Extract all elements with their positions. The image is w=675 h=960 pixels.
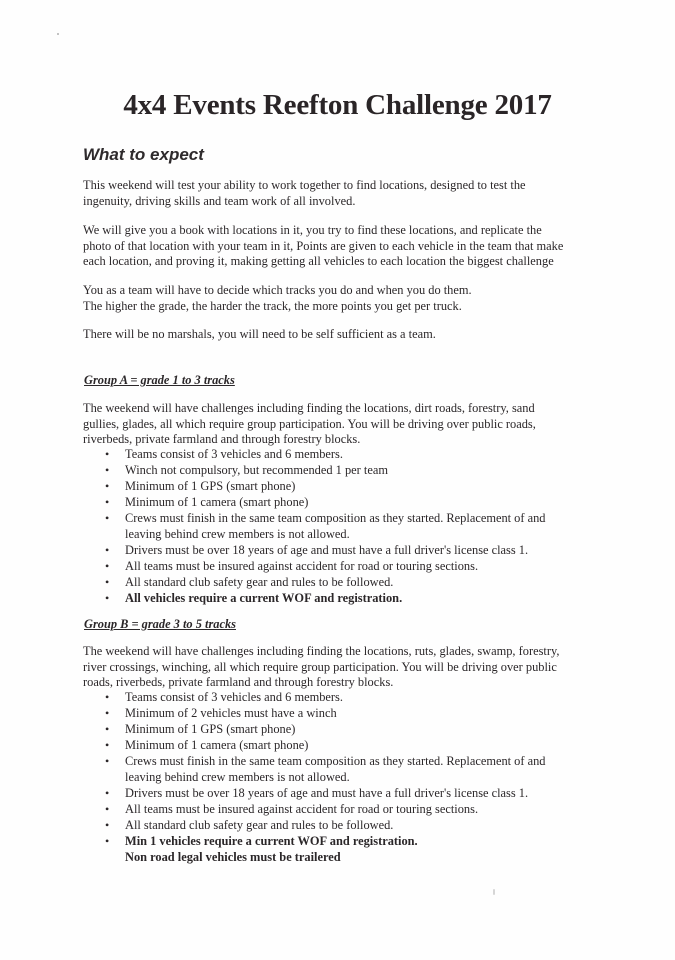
rule-item [83,722,603,738]
rule-item [83,591,603,607]
rule-text: Min 1 vehicles require a current WOF and registration. [125,834,418,849]
group-b-heading: Group B = grade 3 to 5 tracks [84,617,236,631]
group-b-rules-list [83,690,603,866]
bullet-icon: • [105,575,110,590]
bullet-icon: • [105,511,110,526]
bullet-icon: • [105,542,110,557]
bullet-icon: • [105,690,110,704]
text-line: We will give you a book with locations in it, you try to find these locations, and replicate the [83,223,542,237]
rule-text: Teams consist of 3 vehicles and 6 members. [125,447,343,461]
bullet-icon: • [105,559,110,574]
intro-paragraph-2 [83,223,603,270]
rule-item [83,706,603,722]
scan-speck [57,33,59,35]
bullet-icon: • [105,722,110,737]
rule-text: Minimum of 1 GPS (smart phone) [125,479,296,494]
text-line: You as a team will have to decide which tracks you do and when you do them. [83,283,472,297]
rule-text-continued: Non road legal vehicles must be trailered [125,849,341,864]
text-line: ingenuity, driving skills and team work of all involved. [83,193,356,208]
rule-text: Minimum of 2 vehicles must have a winch [125,706,337,721]
rule-text: All standard club safety gear and rules to be followed. [125,818,394,833]
bullet-icon: • [105,754,110,769]
rule-item [83,495,603,511]
rule-text: All standard club safety gear and rules to be followed. [125,575,394,590]
group-a-heading: Group A = grade 1 to 3 tracks [84,373,235,387]
section-subtitle: What to expect [83,145,204,164]
rule-item [83,818,603,834]
rule-item [83,511,603,542]
bullet-icon: • [105,802,110,817]
rule-item [83,575,603,591]
bullet-icon: • [105,834,110,849]
group-b-description [83,644,603,691]
bullet-icon: • [105,738,110,753]
bullet-icon: • [105,463,110,478]
text-line: The higher the grade, the harder the track, the more points you get per truck. [83,298,462,313]
text-line: each location, and proving it, making getting all vehicles to each location the biggest challenge [83,254,554,268]
rule-item [83,559,603,575]
bullet-icon: • [105,785,110,800]
rule-item [83,479,603,495]
rule-text: Drivers must be over 18 years of age and must have a full driver's license class 1. [125,542,529,557]
rule-text: Minimum of 1 camera (smart phone) [125,495,309,510]
bullet-icon: • [105,706,110,721]
text-line: roads, riverbeds, private farmland and through forestry blocks. [83,675,394,689]
rule-text: All teams must be insured against accident for road or touring sections. [125,559,479,574]
rule-text: Minimum of 1 camera (smart phone) [125,738,309,753]
bullet-icon: • [105,818,110,833]
rule-item [83,463,603,479]
text-line: There will be no marshals, you will need to be self sufficient as a team. [83,327,436,341]
rule-text: Winch not compulsory, but recommended 1 per team [125,463,388,478]
rule-text: All teams must be insured against accident for road or touring sections. [125,802,479,817]
rule-text: All vehicles require a current WOF and registration. [125,591,403,606]
intro-paragraph-4 [83,327,603,343]
text-line: river crossings, winching, all which require group participation. You will be driving over public [83,659,557,674]
rule-item [83,690,603,706]
rule-text: Crews must finish in the same team composition as they started. Replacement of and [125,511,546,526]
text-line: riverbeds, private farmland and through forestry blocks. [83,432,361,446]
bullet-icon: • [105,591,110,606]
text-line: This weekend will test your ability to work together to find locations, designed to test the [83,178,526,192]
rule-item [83,738,603,754]
rule-text: Minimum of 1 GPS (smart phone) [125,722,296,737]
scan-speck [493,889,495,895]
rule-item [83,834,603,865]
rule-text-continued: leaving behind crew members is not allowed. [125,769,350,784]
bullet-icon: • [105,495,110,510]
intro-paragraph-3 [83,283,603,314]
text-line: The weekend will have challenges including finding the locations, dirt roads, forestry, sand [83,401,535,415]
text-line: photo of that location with your team in it, Points are given to each vehicle in the team that make [83,238,564,253]
group-a-description [83,401,603,448]
rule-text: Drivers must be over 18 years of age and must have a full driver's license class 1. [125,785,529,800]
rule-item [83,543,603,559]
bullet-icon: • [105,479,110,494]
rule-item [83,754,603,785]
rule-text: Crews must finish in the same team composition as they started. Replacement of and [125,754,546,769]
rule-item [83,447,603,463]
group-a-rules-list [83,447,603,607]
bullet-icon: • [105,447,110,461]
rule-item [83,802,603,818]
document-title: 4x4 Events Reefton Challenge 2017 [123,89,552,121]
intro-paragraph-1 [83,178,603,209]
rule-text-continued: leaving behind crew members is not allowed. [125,526,350,541]
rule-item [83,786,603,802]
text-line: The weekend will have challenges including finding the locations, ruts, glades, swamp, forestry, [83,644,560,658]
rule-text: Teams consist of 3 vehicles and 6 members. [125,690,343,704]
text-line: gullies, glades, all which require group participation. You will be driving over public roads, [83,416,536,431]
